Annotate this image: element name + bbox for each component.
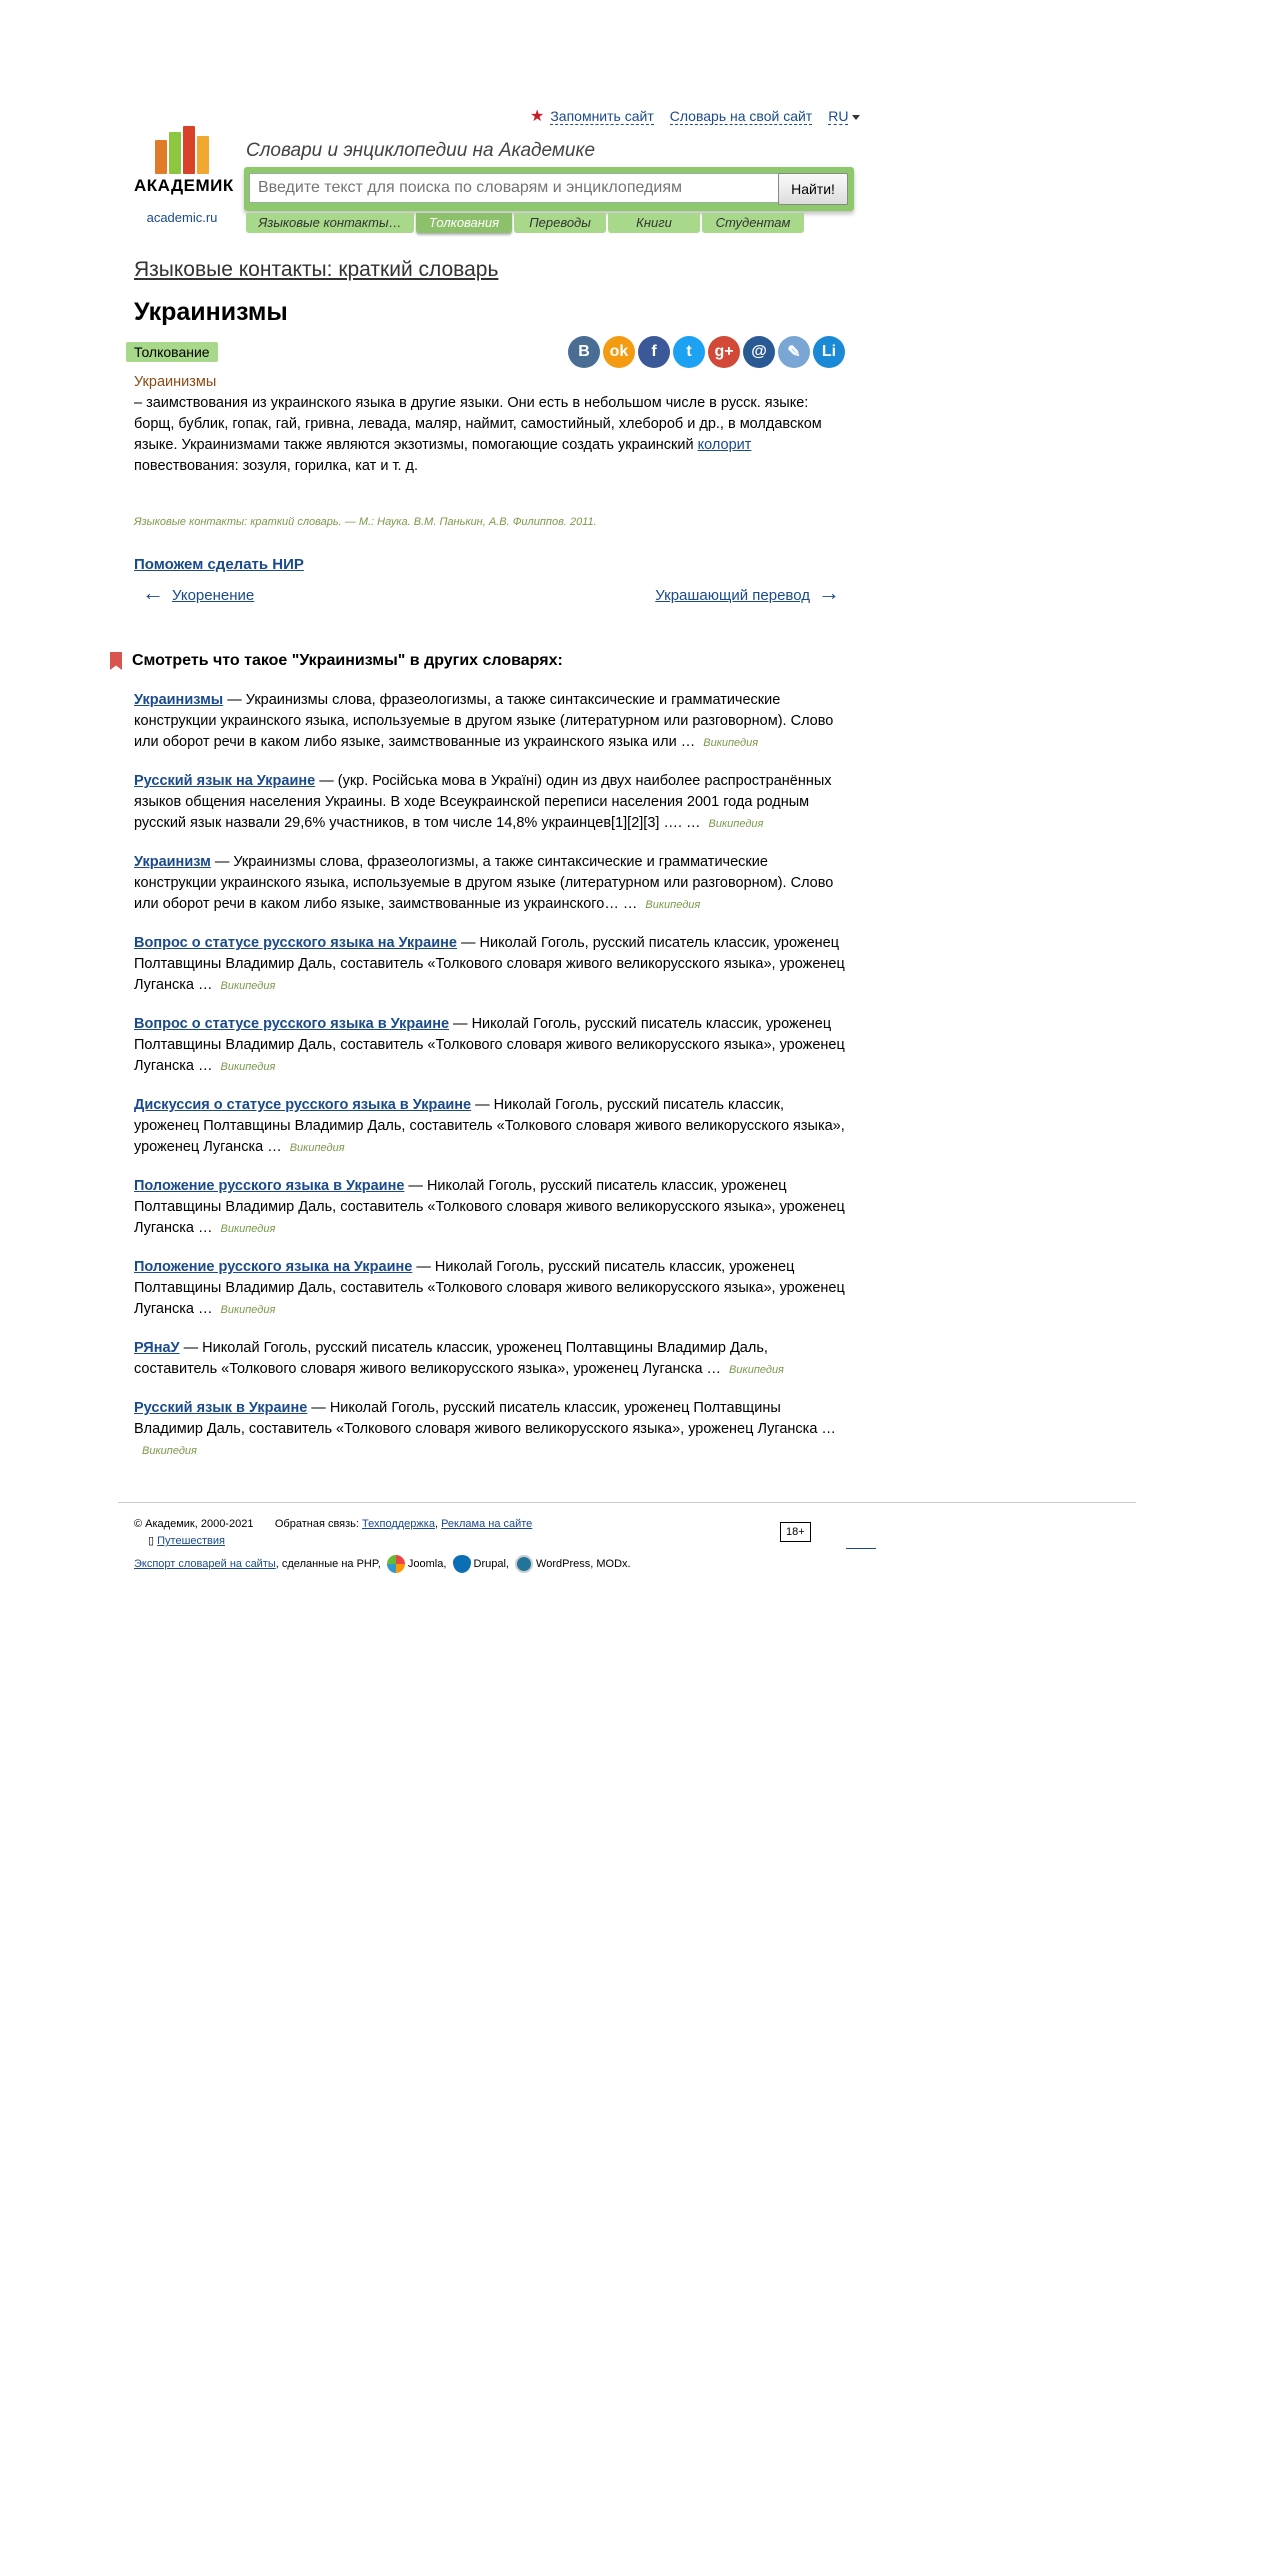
item-link[interactable]: Русский язык в Украине <box>134 1400 308 1416</box>
top-links <box>530 106 850 126</box>
next-link[interactable]: Украшающий перевод <box>655 587 810 604</box>
source-label: Википедия <box>220 1061 276 1073</box>
list-item: Украинизм — Украинизмы слова, фразеологизмы, а также синтаксические и грамматические конструкции украинского языка, используемые в другом языке (литературном или разговорном). Слово или оборот речи в каком либо языке, заимствованные из украинского… … Википедия <box>134 854 834 912</box>
travel-link[interactable]: Путешествия <box>157 1535 225 1547</box>
source-label: Википедия <box>220 980 276 992</box>
list-item: Дискуссия о статусе русского языка в Украине — Николай Гоголь, русский писатель классик, уроженец Полтавщины Владимир Даль, составитель «Толкового словаря живого великорусского языка», уроженец Луганска … Википедия <box>134 1097 845 1155</box>
tab-books[interactable]: Книги <box>608 213 700 233</box>
entry-link[interactable]: колорит <box>697 437 752 453</box>
logo-word: АКАДЕМИК <box>134 176 234 195</box>
source-label: Википедия <box>729 1364 784 1376</box>
tabs <box>246 213 804 233</box>
page-title: Украинизмы <box>134 298 288 326</box>
source-label: Википедия <box>142 1445 197 1457</box>
list-item: Вопрос о статусе русского языка в Украине — Николай Гоголь, русский писатель классик, уроженец Полтавщины Владимир Даль, составитель «Толкового словаря живого великорусского языка», уроженец Луганска … Википедия <box>134 1016 845 1074</box>
source-citation: Языковые контакты: краткий словарь. — М.: Наука. В.М. Панькин, А.В. Филиппов. 2011. <box>134 516 597 528</box>
language-select[interactable]: RU <box>828 108 860 124</box>
empty-link[interactable] <box>846 1548 876 1549</box>
entry-term: Украинизмы <box>134 374 217 390</box>
list-item: РЯнаУ — Николай Гоголь, русский писатель классик, уроженец Полтавщины Владимир Даль, составитель «Толкового словаря живого великорусского языка», уроженец Луганска … Википедия <box>134 1340 784 1377</box>
widget-link[interactable]: Словарь на свой сайт <box>669 107 813 124</box>
twitter-icon[interactable]: t <box>673 336 705 368</box>
joomla-icon <box>387 1555 405 1573</box>
drupal-icon <box>453 1555 471 1573</box>
copyright: © Академик, 2000-2021 <box>134 1518 254 1530</box>
tab-translations[interactable]: Переводы <box>514 213 606 233</box>
list-item: Положение русского языка в Украине — Николай Гоголь, русский писатель классик, уроженец Полтавщины Владимир Даль, составитель «Толкового словаря живого великорусского языка», уроженец Луганска … Википедия <box>134 1178 845 1236</box>
prev-link[interactable]: Укоренение <box>172 587 255 604</box>
source-label: Википедия <box>220 1304 276 1316</box>
dictionary-title-link[interactable]: Языковые контакты: краткий словарь <box>134 258 499 281</box>
source-label: Википедия <box>289 1142 345 1154</box>
entry-text-end: повествования: зозуля, горилка, кат и т. д. <box>134 458 419 474</box>
books-icon <box>134 124 230 174</box>
search-button[interactable]: Найти! <box>778 173 848 205</box>
ads-link[interactable]: Реклама на сайте <box>441 1518 533 1530</box>
wordpress-icon <box>515 1555 533 1573</box>
see-also-heading <box>110 652 563 670</box>
tab-definitions[interactable]: Толкования <box>416 213 512 233</box>
source-label: Википедия <box>703 737 759 749</box>
prev-next-nav <box>134 580 848 606</box>
export-link[interactable]: Экспорт словарей на сайты <box>134 1557 276 1570</box>
item-link[interactable]: Дискуссия о статусе русского языка в Украине <box>134 1097 472 1113</box>
arrow-right-icon[interactable]: → <box>818 580 840 605</box>
list-item: Положение русского языка на Украине — Николай Гоголь, русский писатель классик, уроженец Полтавщины Владимир Даль, составитель «Толкового словаря живого великорусского языка», уроженец Луганска … Википедия <box>134 1259 845 1317</box>
bookmark-icon <box>110 652 122 670</box>
age-rating-badge: 18+ <box>780 1522 811 1542</box>
help-link[interactable]: Поможем сделать НИР <box>134 556 304 573</box>
item-link[interactable]: Положение русского языка на Украине <box>134 1259 413 1275</box>
item-link[interactable]: Вопрос о статусе русского языка в Украине <box>134 1016 450 1032</box>
logo[interactable] <box>134 124 234 225</box>
source-label: Википедия <box>220 1223 276 1235</box>
item-link[interactable]: Положение русского языка в Украине <box>134 1178 405 1194</box>
source-label: Википедия <box>645 899 701 911</box>
vk-icon[interactable]: В <box>568 336 600 368</box>
support-link[interactable]: Техподдержка <box>362 1518 435 1530</box>
remember-site-link[interactable]: Запомнить сайт <box>550 107 654 124</box>
item-link[interactable]: Украинизм <box>134 854 211 870</box>
item-link[interactable]: Вопрос о статусе русского языка на Украине <box>134 935 457 951</box>
item-link[interactable]: РЯнаУ <box>134 1340 180 1356</box>
arrow-left-icon[interactable]: ← <box>142 580 164 605</box>
logo-site-link[interactable]: academic.ru <box>146 210 218 225</box>
definition-entry <box>134 372 848 477</box>
star-icon: ★ <box>530 108 545 125</box>
see-also-title: Смотреть что такое "Украинизмы" в других словарях: <box>132 652 563 669</box>
tab-dictionary[interactable]: Языковые контакты… <box>246 213 414 233</box>
chevron-down-icon <box>852 115 860 120</box>
entry-text: – заимствования из украинского языка в другие языки. Они есть в небольшом числе в русск. языке: борщ, бублик, гопак, гай, гривна, левада, маляр, наймит, самостийный, хлебороб и др., в молдавском языке. Украинизмами также являются экзотизмы, помогающие создать украинский <box>134 395 822 453</box>
list-item: Русский язык в Украине — Николай Гоголь, русский писатель классик, уроженец Полтавщины Владимир Даль, составитель «Толкового словаря живого великорусского языка», уроженец Луганска …Википедия <box>134 1400 836 1457</box>
item-link[interactable]: Русский язык на Украине <box>134 773 316 789</box>
feedback-label: Обратная связь: <box>274 1518 359 1530</box>
tab-students[interactable]: Студентам <box>702 213 804 233</box>
facebook-icon[interactable]: f <box>638 336 670 368</box>
odnoklassniki-icon[interactable]: ok <box>603 336 635 368</box>
list-item: Русский язык на Украине — (укр. Російська мова в Україні) один из двух наиболее распространённых языков общения населения Украины. В ходе Всеукраинской переписи населения 2001 года родным русский язык назвали 29,6% участников, в том числе 14,8% украинцев[1][2][3] …. … Википедия <box>134 773 832 831</box>
source-label: Википедия <box>708 818 764 830</box>
item-link[interactable]: Украинизмы <box>134 692 224 708</box>
footer-divider <box>118 1502 1136 1503</box>
definition-badge: Толкование <box>126 342 218 362</box>
other-dictionaries-list <box>134 690 852 1479</box>
livejournal-icon[interactable]: ✎ <box>778 336 810 368</box>
list-item: Вопрос о статусе русского языка на Украине — Николай Гоголь, русский писатель классик, уроженец Полтавщины Владимир Даль, составитель «Толкового словаря живого великорусского языка», уроженец Луганска … Википедия <box>134 935 845 993</box>
google-plus-icon[interactable]: g+ <box>708 336 740 368</box>
liveinternet-icon[interactable]: Li <box>813 336 845 368</box>
search-input[interactable] <box>249 173 781 203</box>
footer: © Академик, 2000-2021 Обратная связь: Техподдержка, Реклама на сайте ▯ Путешествия Экспорт словарей на сайты, сделанные на PHP, Joomla, Drupal, WordPress, MODx. <box>134 1518 894 1577</box>
list-item: Украинизмы — Украинизмы слова, фразеологизмы, а также синтаксические и грамматические конструкции украинского языка, используемые в другом языке (литературном или разговорном). Слово или оборот речи в каком либо языке, заимствованные из украинского языка или … Википедия <box>134 692 834 750</box>
search-bar <box>244 167 854 211</box>
mail-icon[interactable]: @ <box>743 336 775 368</box>
travel-icon: ▯ <box>148 1535 155 1547</box>
tagline: Словари и энциклопедии на Академике <box>246 140 596 161</box>
social-share <box>568 336 845 368</box>
